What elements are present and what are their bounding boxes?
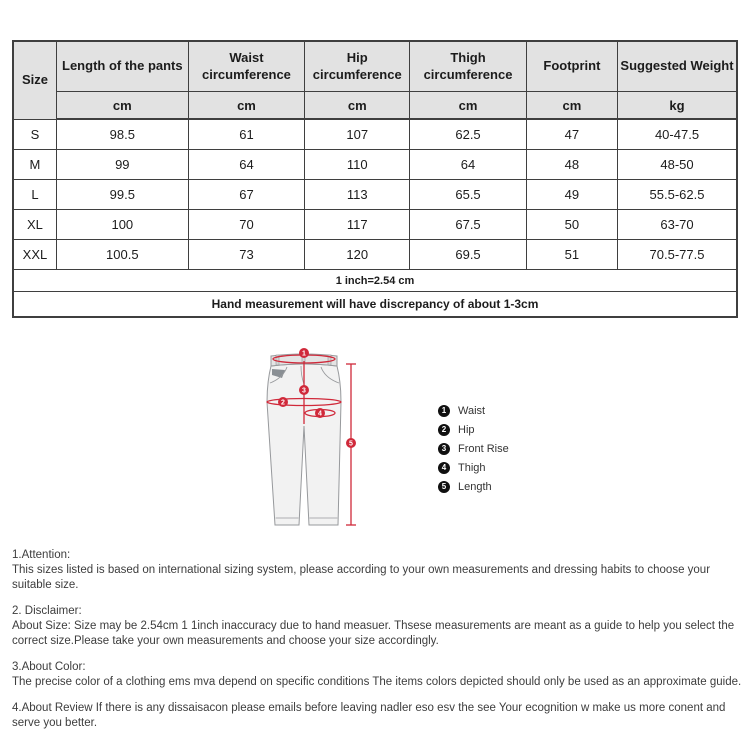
value-cell: 70.5-77.5 (618, 240, 737, 270)
table-row-l (13, 180, 737, 210)
unit-cell: cm (188, 92, 305, 120)
size-cell: S (13, 119, 56, 150)
legend-item-waist (438, 401, 509, 420)
note-title: 2. Disclaimer: (12, 605, 82, 617)
value-cell: 64 (410, 150, 527, 180)
legend-label: Waist (458, 404, 486, 417)
col-header-thigh: Thigh circumference (410, 41, 527, 92)
legend-number-icon: 2 (438, 424, 450, 436)
note-body: This sizes listed is based on international sizing system, please according to your own measurements and dressing habits to choose your suitable size. (12, 564, 711, 591)
legend-item-length (438, 477, 509, 496)
legend-label: Front Rise (458, 442, 509, 455)
value-cell: 61 (188, 119, 305, 150)
size-cell: XXL (13, 240, 56, 270)
table-row-s (13, 119, 737, 150)
note-body: The precise color of a clothing ems mva depend on specific conditions The items colors depicted should only be used as an approximate guide. (12, 676, 742, 688)
table-row-xl (13, 210, 737, 240)
marker-2-label: 2 (281, 399, 285, 407)
col-header-weight: Suggested Weight (618, 41, 737, 92)
size-cell: L (13, 180, 56, 210)
legend-label: Length (458, 480, 492, 493)
unit-cell: cm (305, 92, 410, 120)
value-cell: 69.5 (410, 240, 527, 270)
legend-number-icon: 5 (438, 481, 450, 493)
note-title: 1.Attention: (12, 549, 71, 561)
legend-number-icon: 1 (438, 405, 450, 417)
value-cell: 47 (526, 119, 617, 150)
note-body: 4.About Review If there is any dissaisacon please emails before leaving nadler eso esv the see Your ecognition w make us more conent and serve you better. (12, 702, 726, 729)
value-cell: 48-50 (618, 150, 737, 180)
legend-number-icon: 3 (438, 443, 450, 455)
legend-item-hip (438, 420, 509, 439)
legend-label: Thigh (458, 461, 486, 474)
table-row-xxl (13, 240, 737, 270)
size-chart-table (12, 40, 738, 318)
note-body: About Size: Size may be 2.54cm 1 1inch inaccuracy due to hand measuer. Thsese measurements are meant as a guide to help you select the correct size.Please take your own measurements and choose your size accordingly. (12, 620, 735, 647)
legend-number-icon: 4 (438, 462, 450, 474)
size-cell: XL (13, 210, 56, 240)
pants-measurement-diagram (262, 342, 362, 542)
value-cell: 51 (526, 240, 617, 270)
value-cell: 62.5 (410, 119, 527, 150)
unit-cell: kg (618, 92, 737, 120)
legend-item-front-rise (438, 439, 509, 458)
marker-5-label: 5 (349, 440, 353, 448)
value-cell: 110 (305, 150, 410, 180)
value-cell: 48 (526, 150, 617, 180)
value-cell: 67 (188, 180, 305, 210)
note-about-review (12, 701, 744, 731)
value-cell: 107 (305, 119, 410, 150)
value-cell: 99 (56, 150, 188, 180)
value-cell: 100.5 (56, 240, 188, 270)
value-cell: 55.5-62.5 (618, 180, 737, 210)
value-cell: 40-47.5 (618, 119, 737, 150)
col-header-hip: Hip circumference (305, 41, 410, 92)
value-cell: 67.5 (410, 210, 527, 240)
col-header-footprint: Footprint (526, 41, 617, 92)
legend-item-thigh (438, 458, 509, 477)
col-header-waist: Waist circumference (188, 41, 305, 92)
value-cell: 65.5 (410, 180, 527, 210)
value-cell: 117 (305, 210, 410, 240)
note-attention (12, 548, 744, 593)
value-cell: 73 (188, 240, 305, 270)
marker-4-label: 4 (318, 410, 322, 418)
note-title: 3.About Color: (12, 661, 86, 673)
measurement-legend (438, 401, 509, 496)
value-cell: 98.5 (56, 119, 188, 150)
size-cell: M (13, 150, 56, 180)
value-cell: 63-70 (618, 210, 737, 240)
unit-cell: cm (410, 92, 527, 120)
note-disclaimer (12, 604, 744, 649)
unit-cell: cm (56, 92, 188, 120)
notes-section (12, 548, 744, 742)
col-header-length: Length of the pants (56, 41, 188, 92)
col-header-size: Size (13, 41, 56, 119)
marker-1-label: 1 (302, 350, 306, 358)
value-cell: 100 (56, 210, 188, 240)
inch-conversion-note: 1 inch=2.54 cm (13, 270, 737, 292)
marker-3-label: 3 (302, 387, 306, 395)
value-cell: 70 (188, 210, 305, 240)
size-chart-section (12, 40, 738, 318)
note-about-color (12, 660, 744, 690)
value-cell: 64 (188, 150, 305, 180)
value-cell: 99.5 (56, 180, 188, 210)
hand-measurement-note: Hand measurement will have discrepancy of about 1-3cm (13, 292, 737, 318)
value-cell: 50 (526, 210, 617, 240)
table-row-m (13, 150, 737, 180)
legend-label: Hip (458, 423, 475, 436)
unit-cell: cm (526, 92, 617, 120)
value-cell: 120 (305, 240, 410, 270)
value-cell: 113 (305, 180, 410, 210)
value-cell: 49 (526, 180, 617, 210)
